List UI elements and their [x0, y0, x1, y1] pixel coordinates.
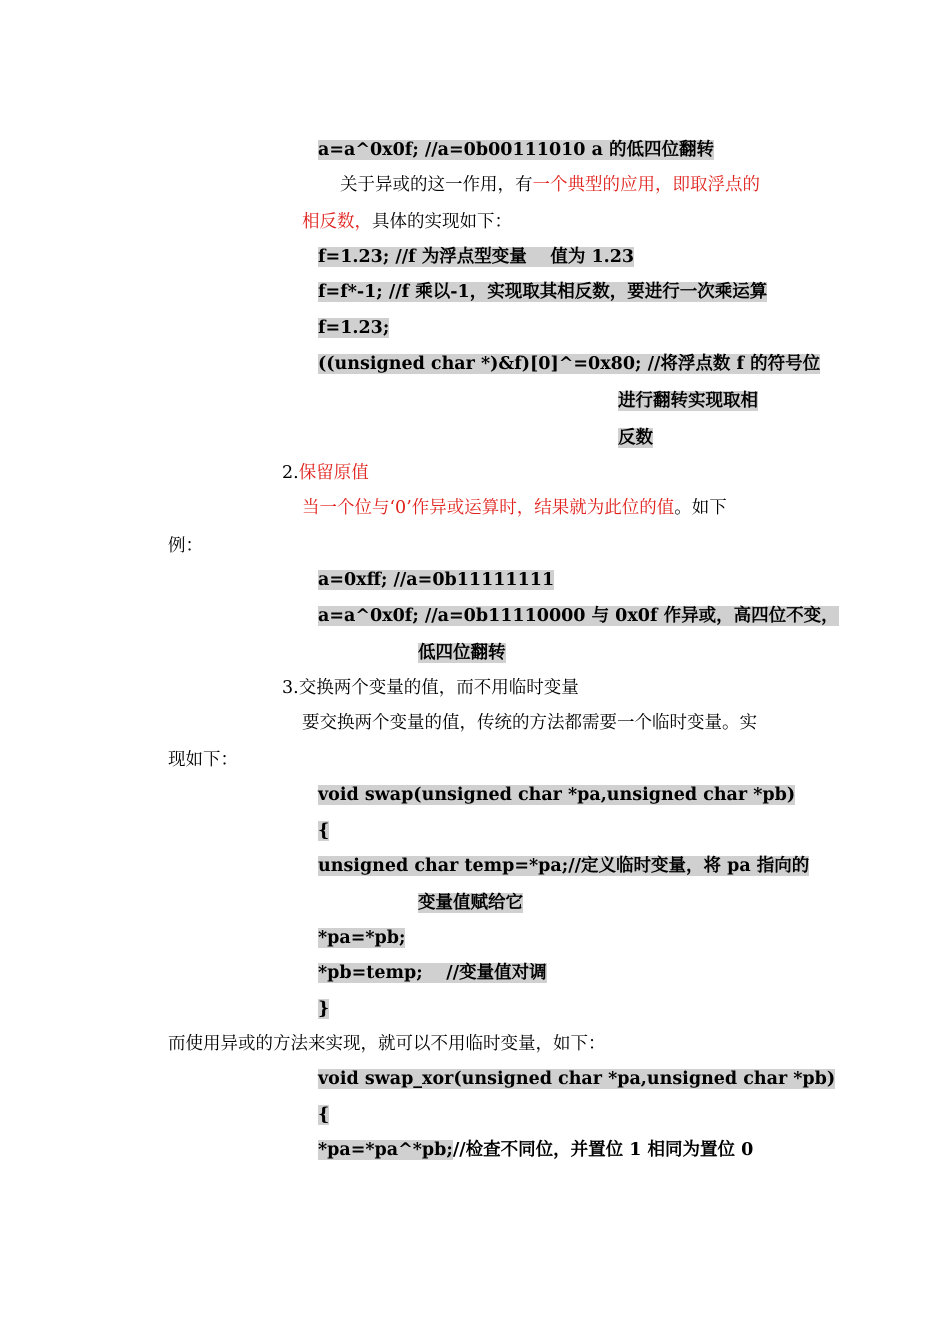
paragraph-float-negation-cont: 相反数，具体的实现如下： [302, 212, 512, 232]
code-line-float-assign-2: f=1.23; [318, 318, 390, 338]
paragraph-float-negation: 关于异或的这一作用，有一个典型的应用，即取浮点的 [340, 175, 760, 195]
paragraph-xor-swap: 而使用异或的方法来实现，就可以不用临时变量，如下： [168, 1034, 606, 1054]
code-line-swap-xor-signature: void swap_xor(unsigned char *pa,unsigned char *pb) [318, 1069, 836, 1089]
code-line-sign-bit-flip: ((unsigned char *)&f)[0]^=0x80; //将浮点数 f 的符号位 [318, 354, 821, 374]
code-line-assign-ff: a=0xff; //a=0b11111111 [318, 570, 555, 590]
section-heading-keep-value: 2.保留原值 [282, 463, 369, 483]
code-line-temp-declare: unsigned char temp=*pa;//定义临时变量，将 pa 指向的 [318, 856, 810, 876]
code-line-xor-0f: a=a^0x0f; //a=0b11110000 与 0x0f 作异或，高四位不变， [318, 606, 839, 626]
code-line-sign-bit-flip-cont-2: 反数 [618, 428, 653, 448]
code-line-swap-signature: void swap(unsigned char *pa,unsigned char *pb) [318, 785, 796, 805]
code-line-float-multiply: f=f*-1; //f 乘以-1，实现取其相反数，要进行一次乘运算 [318, 282, 768, 302]
code-line-temp-declare-cont: 变量值赋给它 [418, 893, 523, 913]
code-line-float-assign: f=1.23; //f 为浮点型变量 值为 1.23 [318, 247, 635, 267]
code-line-xor-low-nibble: a=a^0x0f; //a=0b00111010 a 的低四位翻转 [318, 140, 715, 160]
code-line-sign-bit-flip-cont: 进行翻转实现取相 [618, 391, 758, 411]
code-line-xor-0f-cont: 低四位翻转 [418, 643, 506, 663]
code-line-assign-pb: *pb=temp; //变量值对调 [318, 963, 547, 983]
paragraph-keep-value-cont: 例： [168, 536, 203, 556]
paragraph-swap-cont: 现如下： [168, 750, 238, 770]
code-line-open-brace: { [318, 821, 330, 841]
code-line-close-brace: } [318, 999, 330, 1019]
paragraph-swap: 要交换两个变量的值，传统的方法都需要一个临时变量。实 [302, 713, 757, 733]
code-line-xor-step: *pa=*pa^*pb;//检查不同位，并置位 1 相同为置位 0 [318, 1140, 754, 1160]
section-heading-swap: 3.交换两个变量的值，而不用临时变量 [282, 678, 579, 698]
paragraph-keep-value: 当一个位与‘0’作异或运算时，结果就为此位的值。如下 [302, 498, 727, 518]
code-line-assign-pa: *pa=*pb; [318, 928, 406, 948]
code-line-open-brace-2: { [318, 1105, 330, 1125]
